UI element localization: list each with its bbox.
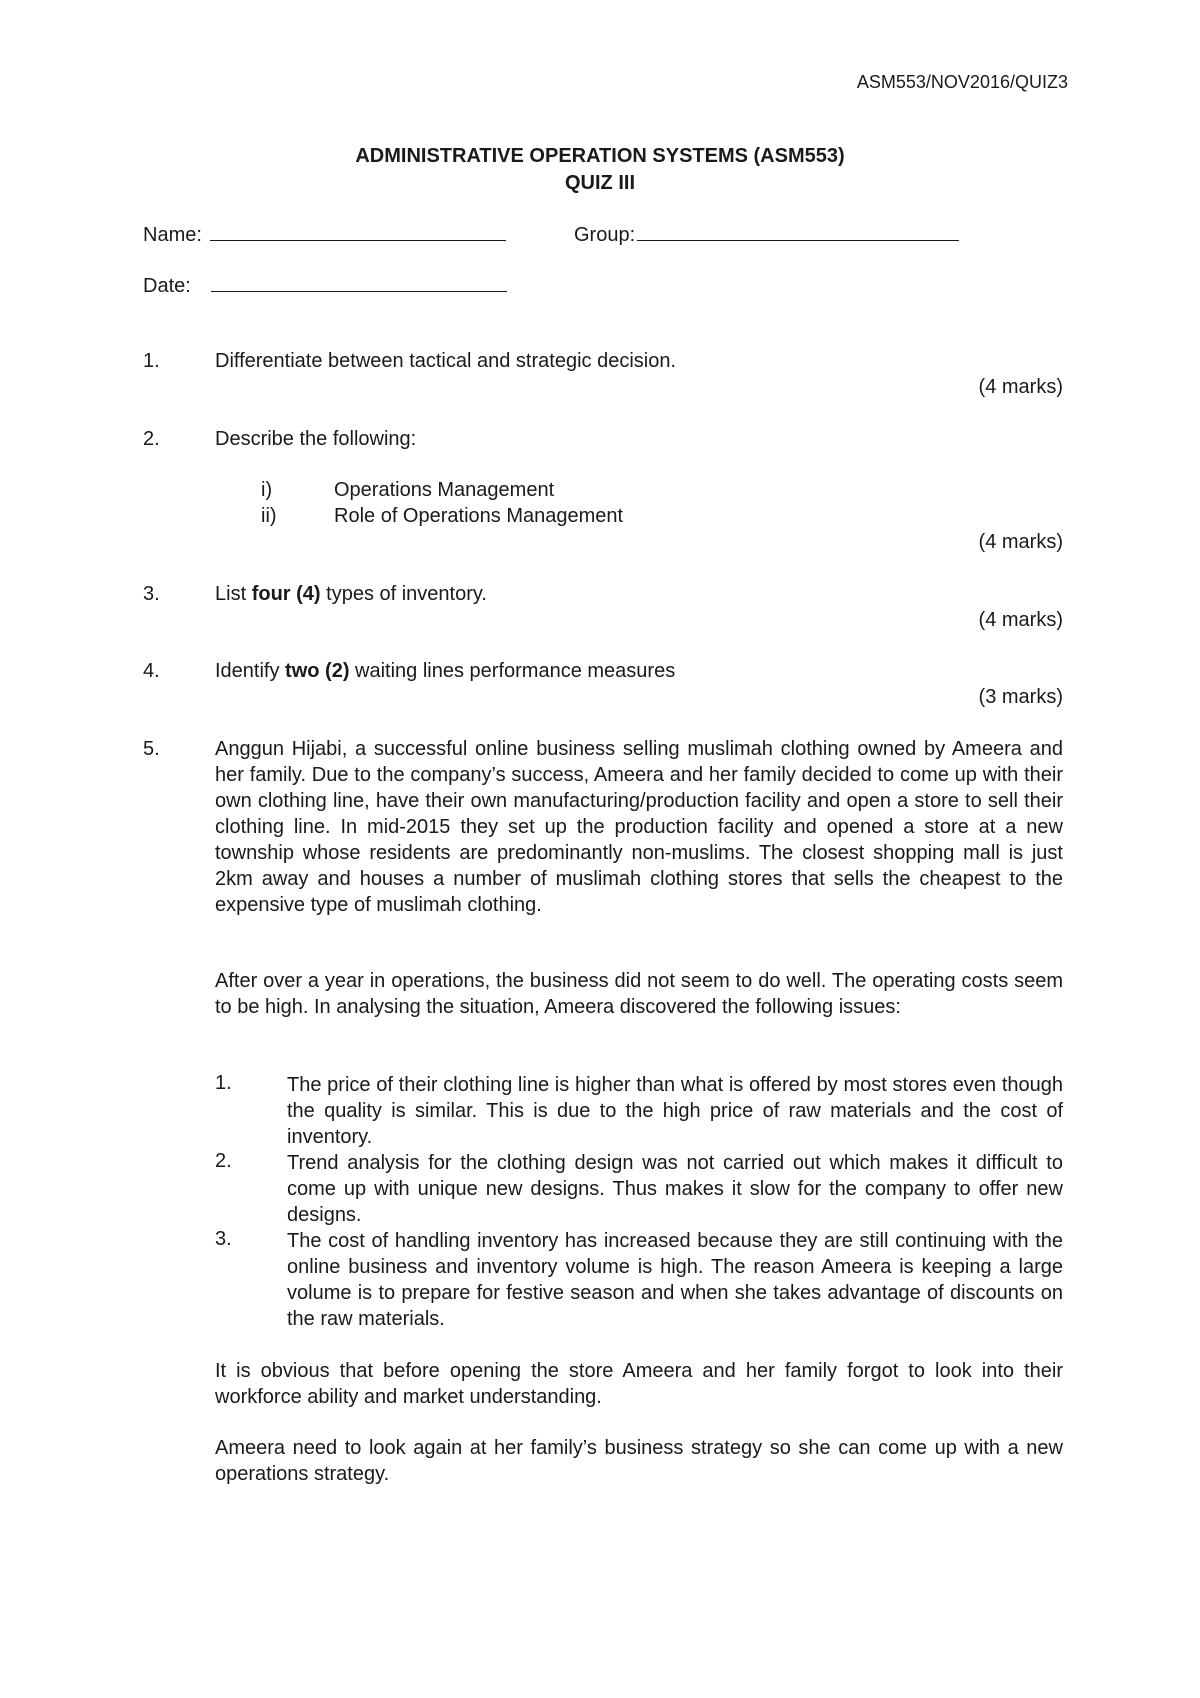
question-number: 2.: [143, 428, 160, 450]
document-subtitle: QUIZ III: [565, 172, 635, 194]
issue-number: 2.: [215, 1150, 232, 1172]
subitem-text: Operations Management: [334, 479, 555, 501]
emphasis: two (2): [285, 660, 350, 682]
question-number: 3.: [143, 583, 160, 605]
issue-text: The cost of handling inventory has increased because they are still continuing with the online business and inventory volume is high. The reason Ameera is keeping a large volume is to prepare for festive season and when she takes advantage of discounts on the raw materials.: [287, 1230, 1063, 1330]
case-paragraph-3: It is obvious that before opening the store Ameera and her family forgot to look into their workforce ability and market understanding.: [215, 1360, 1063, 1408]
case-paragraph-2: After over a year in operations, the business did not seem to do well. The operating costs seem to be high. In analysing the situation, Ameera discovered the following issues:: [215, 970, 1063, 1018]
case-paragraph-1: Anggun Hijabi, a successful online business selling muslimah clothing owned by Ameera and her family. Due to the company’s success, Ameera and her family decided to come up with their own clothing line, have their own manufacturing/production facility and open a store to sell their clothing line. In mid-2015 they set up the production facility and opened a store at a new township whose residents are predominantly non-muslims. The closest shopping mall is just 2km away and houses a number of muslimah clothing stores that sells the cheapest to the expensive type of muslimah clothing.: [215, 738, 1063, 916]
question-number: 1.: [143, 350, 160, 372]
question-text: Identify two (2) waiting lines performance measures: [215, 660, 676, 682]
question-1-marks: (4 marks): [978, 376, 1063, 398]
date-label: Date:: [143, 275, 191, 297]
question-text: Describe the following:: [215, 428, 417, 450]
subitem-number: ii): [261, 505, 277, 527]
name-field[interactable]: [143, 222, 506, 247]
subitem-text: Role of Operations Management: [334, 505, 624, 527]
subitem-number: i): [261, 479, 273, 501]
issue-text: The price of their clothing line is higher than what is offered by most stores even though the quality is similar. This is due to the high price of raw materials and the cost of inventory.: [287, 1074, 1063, 1148]
question-4-marks: (3 marks): [978, 686, 1063, 708]
question-text: List four (4) types of inventory.: [215, 583, 487, 605]
emphasis: four (4): [251, 583, 321, 605]
question-number: 4.: [143, 660, 160, 682]
question-text: Differentiate between tactical and strategic decision.: [215, 350, 677, 372]
issue-number: 3.: [215, 1228, 232, 1250]
question-3-marks: (4 marks): [978, 609, 1063, 631]
date-blank[interactable]: [211, 273, 507, 292]
question-number: 5.: [143, 738, 160, 760]
date-field[interactable]: [143, 273, 507, 298]
group-field[interactable]: [574, 222, 959, 247]
question-2-marks: (4 marks): [978, 531, 1063, 553]
case-paragraph-4: Ameera need to look again at her family’s business strategy so she can come up with a new operations strategy.: [215, 1437, 1063, 1485]
name-label: Name:: [143, 224, 202, 246]
document-code: ASM553/NOV2016/QUIZ3: [856, 72, 1068, 92]
document-title: ADMINISTRATIVE OPERATION SYSTEMS (ASM553): [355, 145, 845, 167]
issue-number: 1.: [215, 1072, 232, 1094]
issue-text: Trend analysis for the clothing design was not carried out which makes it difficult to come up with unique new designs. Thus makes it slow for the company to offer new designs.: [287, 1152, 1063, 1226]
group-blank[interactable]: [637, 222, 959, 241]
group-label: Group:: [574, 224, 636, 246]
name-blank[interactable]: [210, 222, 506, 241]
